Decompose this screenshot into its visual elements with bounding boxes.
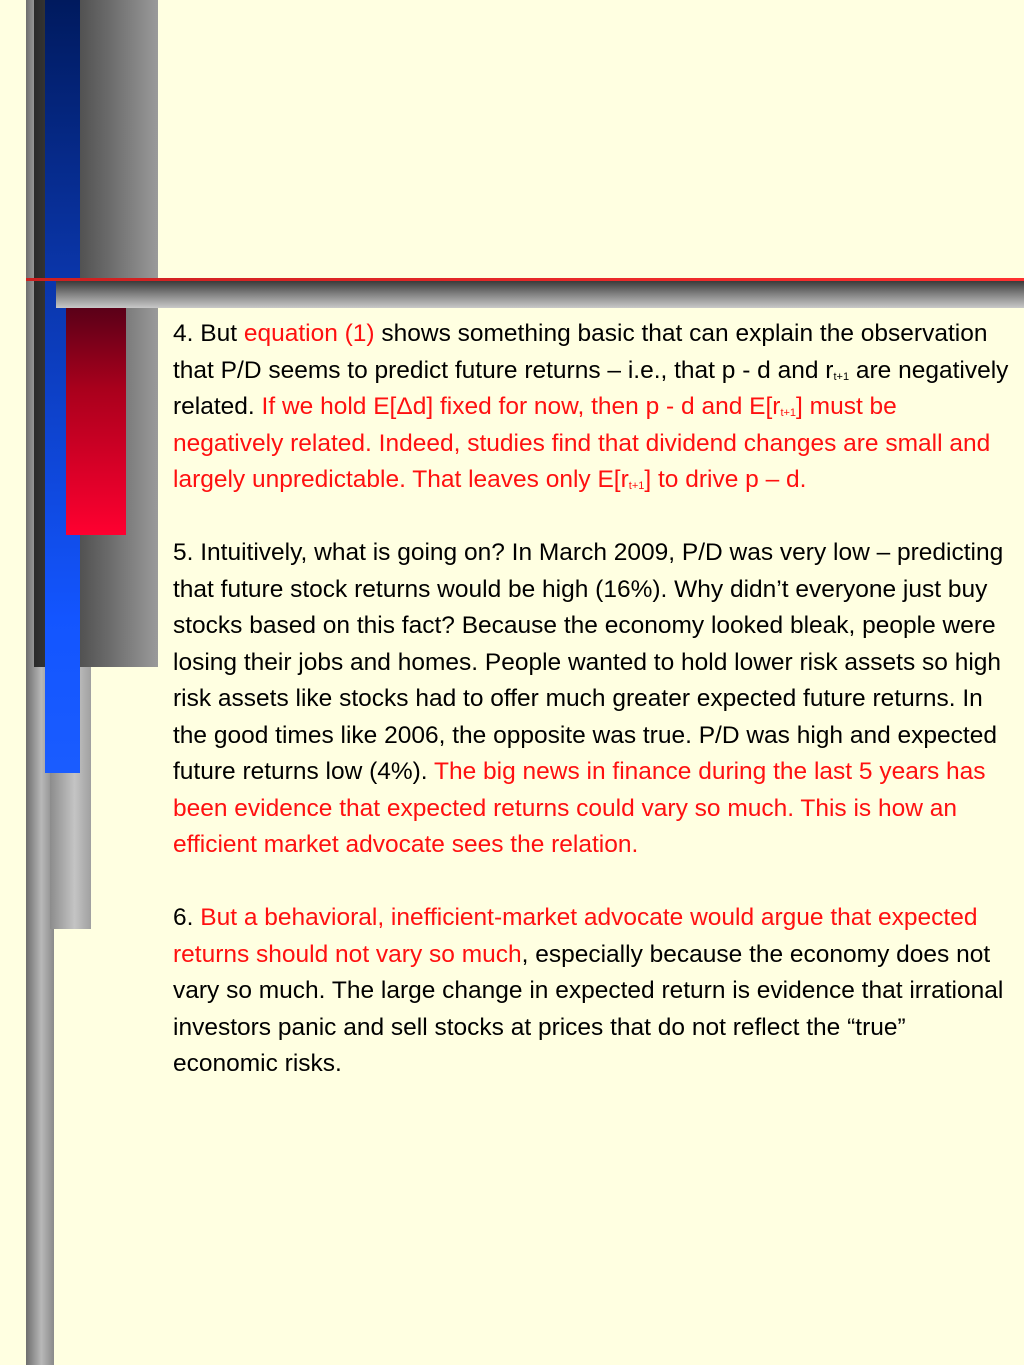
paragraph-6 bbox=[173, 900, 1013, 1083]
highlighted-text: ] must be negatively related. Indeed, studies find that dividend changes are small and largely unpredictable. That leaves only E[r bbox=[173, 393, 991, 493]
body-text: 4. But bbox=[173, 320, 244, 347]
body-text: are negatively related. bbox=[173, 356, 1009, 420]
horizontal-gray-bar bbox=[56, 281, 1024, 308]
body-text: 5. Intuitively, what is going on? In March 2009, P/D was very low – predicting that future stock returns would be high (16%). Why didn’t everyone just buy stocks based on this fact? Because the economy looked bleak, people were losing their jobs and homes. People wanted to hold lower risk assets so high risk assets like stocks had to offer much greater expected future returns. In the good times like 2006, the opposite was true. P/D was high and expected future returns low (4%). bbox=[173, 539, 1004, 785]
red-accent-bar bbox=[66, 308, 126, 535]
highlighted-text: equation (1) bbox=[243, 320, 375, 347]
highlighted-text: If we hold E[Δd] fixed for now, then p - d and E[r bbox=[261, 393, 781, 420]
body-text: , especially because the economy does not vary so much. The large change in expected return is evidence that irrational investors panic and sell stocks at prices that do not reflect the “true” economic risks. bbox=[173, 940, 1004, 1077]
subscript-text: t+1 bbox=[780, 407, 797, 419]
highlighted-text: But a behavioral, inefficient-market advocate would argue that expected returns should not vary so much bbox=[173, 904, 978, 968]
highlighted-text: The big news in finance during the last 5 years has been evidence that expected returns could vary so much. This is how an efficient market advocate sees the relation. bbox=[173, 758, 986, 858]
body-text: 6. bbox=[173, 904, 201, 931]
subscript-text: t+1 bbox=[833, 370, 850, 383]
paragraph-5 bbox=[173, 535, 1013, 864]
slide-body bbox=[173, 316, 1013, 1083]
highlighted-text: ] to drive p – d. bbox=[644, 466, 807, 493]
paragraph-4 bbox=[173, 316, 1013, 499]
subscript-text: t+1 bbox=[628, 480, 645, 492]
body-text: shows something basic that can explain the observation that P/D seems to predict future returns – i.e., that p - d and r bbox=[173, 320, 988, 384]
